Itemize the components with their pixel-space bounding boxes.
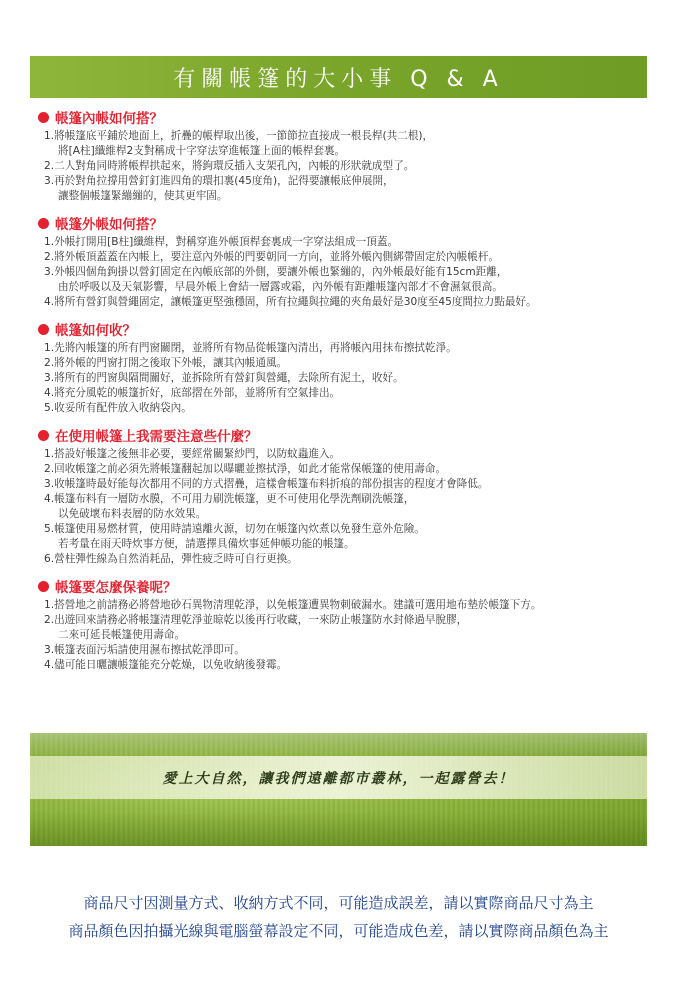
section-inner-tent xyxy=(38,108,650,204)
list-item: 2.二人對角同時將帳桿拱起來，將鉤環反插入支架孔內，內帳的形狀就成型了。 xyxy=(44,160,415,172)
list-item: 3.外帳四個角鉤掛以營釘固定在內帳底部的外側，要讓外帳也緊繃的，內外帳最好能有15cm距離， xyxy=(44,266,508,278)
list-item: 若考量在雨天時炊事方便，請選擇具備炊事延伸帳功能的帳篷。 xyxy=(58,538,355,550)
red-dot-icon xyxy=(38,430,49,441)
list-item: 4.儘可能日曬讓帳篷能充分乾燥，以免收納後發霉。 xyxy=(44,659,288,671)
list-item: 2.將外帳的門窗打開之後取下外帳，讓其內帳通風。 xyxy=(44,357,288,369)
section-title: 帳篷內帳如何搭？ xyxy=(55,111,163,127)
section-outer-tent xyxy=(38,214,650,310)
section-title: 帳篷外帳如何搭？ xyxy=(55,217,163,233)
list-item: 1.將帳篷底平鋪於地面上，折疊的帳桿取出後，一節節拉直接成一根長桿(共二根)， xyxy=(44,130,434,142)
section-heading xyxy=(38,426,650,444)
slogan-band xyxy=(30,756,647,799)
list-item: 3.將所有的門窗與隔間關好，並拆除所有營釘與營繩，去除所有泥土，收好。 xyxy=(44,372,404,384)
section-heading xyxy=(38,320,650,338)
list-item: 4.將充分風乾的帳篷折好，底部摺在外部，並將所有空氣排出。 xyxy=(44,387,341,399)
list-item: 1.搭設好帳篷之後無非必要，要經常關緊紗門，以防蚊蟲進入。 xyxy=(44,448,341,460)
list-item: 6.營柱彈性線為自然消耗品，彈性疲乏時可自行更換。 xyxy=(44,553,298,565)
section-title: 帳篷如何收？ xyxy=(55,323,136,339)
grass-photo-banner xyxy=(30,733,647,846)
section-heading xyxy=(38,214,650,232)
title-banner xyxy=(30,56,647,98)
section-title: 在使用帳篷上我需要注意些什麼？ xyxy=(55,429,258,445)
section-title: 帳篷要怎麼保養呢？ xyxy=(55,580,177,596)
red-dot-icon xyxy=(38,324,49,335)
size-disclaimer: 商品尺寸因測量方式、收納方式不同，可能造成誤差，請以實際商品尺寸為主 xyxy=(83,894,594,912)
list-item: 5.收妥所有配件放入收納袋內。 xyxy=(44,402,192,414)
list-item: 2.回收帳篷之前必須先將帳篷翻起加以曝曬並擦拭淨，如此才能常保帳篷的使用壽命。 xyxy=(44,463,447,475)
section-heading xyxy=(38,108,650,126)
list-item: 3.再於對角拉撐用營釘釘進四角的環扣裏(45度角)，記得要讓帳底伸展開， xyxy=(44,175,394,187)
list-item: 二來可延長帳篷使用壽命。 xyxy=(58,629,186,641)
page-title: 有關帳篷的大小事 Q & A xyxy=(173,66,504,92)
list-item: 4.帳篷布料有一層防水膜，不可用力刷洗帳篷，更不可使用化學洗劑刷洗帳篷， xyxy=(44,493,415,505)
list-item: 5.帳篷使用易燃材質，使用時請遠離火源，切勿在帳篷內炊煮以免發生意外危險。 xyxy=(44,523,425,535)
qa-content xyxy=(38,108,650,683)
red-dot-icon xyxy=(38,112,49,123)
list-item: 2.將外帳頂蓋蓋在內帳上，要注意內外帳的門要朝同一方向，並將外帳內側綁帶固定於內帳帳杆。 xyxy=(44,251,500,263)
list-item: 以免破壞布料表層的防水效果。 xyxy=(58,508,207,520)
section-packing xyxy=(38,320,650,416)
list-item: 讓整個帳篷緊繃繃的，使其更牢固。 xyxy=(58,190,228,202)
section-usage-notes xyxy=(38,426,650,567)
list-item: 1.先將內帳篷的所有門窗關閉，並將所有物品從帳篷內清出，再將帳內用抹布擦拭乾淨。 xyxy=(44,342,457,354)
list-item: 1.搭營地之前請務必將營地砂石異物清理乾淨，以免帳篷遭異物刺破漏水。建議可選用地布墊於帳篷下方。 xyxy=(44,599,542,611)
list-item: 2.出遊回來請務必將帳篷清理乾淨並晾乾以後再行收藏，一來防止帳篷防水封條過早脫膠， xyxy=(44,614,468,626)
red-dot-icon xyxy=(38,581,49,592)
list-item: 3.收帳篷時最好能每次都用不同的方式摺疊，這樣會帳篷布料折痕的部份損害的程度才會降低。 xyxy=(44,478,489,490)
slogan-text: 愛上大自然，讓我們遠離都市叢林，一起露營去！ xyxy=(162,770,515,787)
list-item: 1.外帳打開用[B柱]纖維桿，對稱穿進外帳頂桿套裏成一字穿法組成一頂蓋。 xyxy=(44,236,399,248)
list-item: 4.將所有營釘與營繩固定，讓帳篷更堅強穩固，所有拉繩與拉繩的夾角最好是30度至45度間拉力點最好。 xyxy=(44,296,537,308)
list-item: 將[A柱]纖維桿2支對稱成十字穿法穿進帳篷上面的帳桿套裏。 xyxy=(58,145,346,157)
section-maintenance xyxy=(38,577,650,673)
list-item: 3.帳篷表面污垢請使用濕布擦拭乾淨即可。 xyxy=(44,644,245,656)
list-item: 由於呼吸以及天氣影響，早晨外帳上會結一層露或霜，內外帳有距離帳篷內部才不會濕氣很高。 xyxy=(58,281,503,293)
color-disclaimer: 商品顏色因拍攝光線與電腦螢幕設定不同，可能造成色差，請以實際商品顏色為主 xyxy=(68,922,609,940)
red-dot-icon xyxy=(38,218,49,229)
section-heading xyxy=(38,577,650,595)
